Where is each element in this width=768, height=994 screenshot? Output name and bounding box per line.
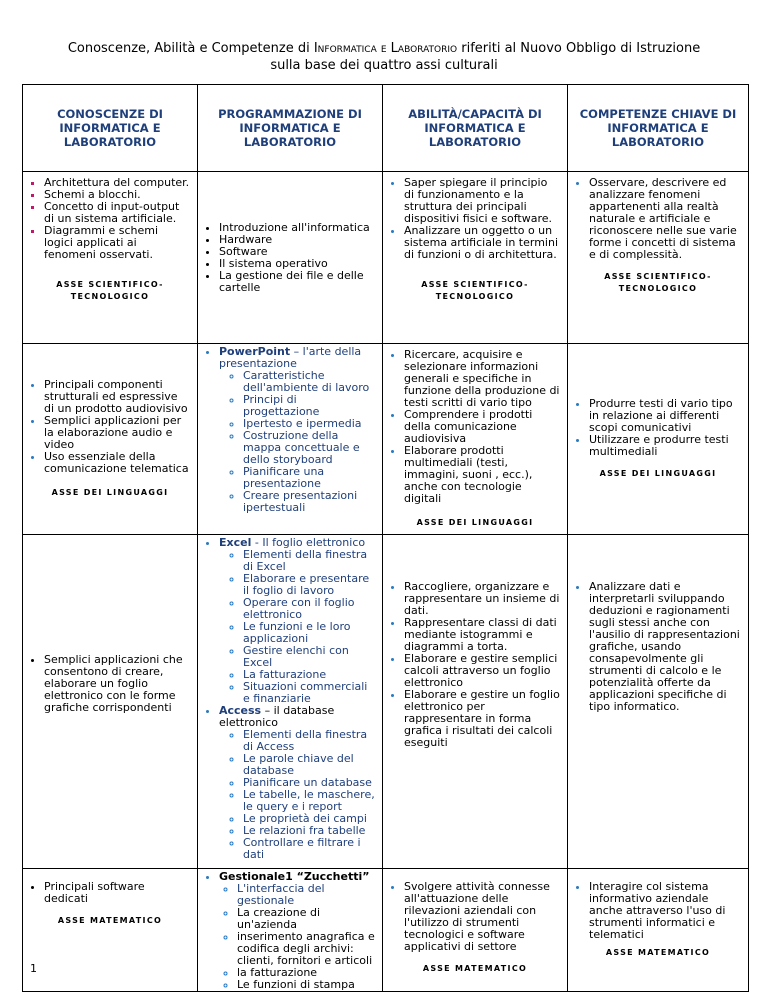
list-item: ◦ Pianificare una presentazione: [243, 466, 375, 490]
table-cell: [198, 869, 383, 992]
list-item: ◦ Principi di progettazione: [243, 394, 375, 418]
table-cell: [383, 344, 568, 535]
title-subject: Informatica e Laboratorio: [313, 41, 458, 56]
list-item: • Uso essenziale della comunicazione telematica: [44, 451, 190, 475]
list-item: • Analizzare un oggetto o un sistema artificiale in termini di funzioni o di architettura.: [404, 225, 560, 261]
list-item: ▪ Schemi a blocchi.: [44, 189, 190, 201]
list-item: • La gestione dei file e delle cartelle: [219, 270, 375, 294]
list-item: • Rappresentare classi di dati mediante istogrammi e diagrammi a torta.: [404, 617, 560, 653]
header-cell-abilita: ABILITÀ/CAPACITÀ DI INFORMATICA E LABORATORIO: [383, 85, 568, 172]
list-item: ◦ La creazione di un'azienda: [237, 907, 375, 931]
header-cell-programmazione: PROGRAMMAZIONE DI INFORMATICA E LABORATORIO: [198, 85, 383, 172]
list-item: ◦ Costruzione della mappa concettuale e dello storyboard: [243, 430, 375, 466]
title-line-2: sulla base dei quattro assi culturali: [270, 58, 498, 73]
list-item: ◦ Gestire elenchi con Excel: [243, 645, 375, 669]
document-title: [0, 40, 768, 74]
title-part-2: riferiti al Nuovo Obbligo di Istruzione: [457, 41, 701, 56]
excel-heading: Excel: [219, 536, 252, 549]
list-item: ◦ Elaborare e presentare il foglio di lavoro: [243, 573, 375, 597]
list-item: ◦ Pianificare un database: [243, 777, 375, 789]
list-item: • Semplici applicazioni per la elaborazione audio e video: [44, 415, 190, 451]
powerpoint-heading: PowerPoint: [219, 345, 291, 358]
list-item: ◦ L'interfaccia del gestionale: [237, 883, 375, 907]
list-item: [219, 537, 375, 705]
list-item: • Comprendere i prodotti della comunicazione audiovisiva: [404, 409, 560, 445]
header-row: [23, 85, 749, 172]
access-heading: Access: [219, 704, 262, 717]
table-cell: [383, 869, 568, 992]
list-item: ◦ Le proprietà dei campi: [243, 813, 375, 825]
axis-label: ASSE MATEMATICO: [57, 916, 163, 925]
list-item: • Principali componenti strutturali ed espressive di un prodotto audiovisivo: [44, 379, 190, 415]
table-cell: [568, 344, 749, 535]
list-item: ◦ Le relazioni fra tabelle: [243, 825, 375, 837]
table-cell: [23, 535, 198, 869]
access-subtitle: – il database elettronico: [219, 704, 335, 729]
list-item: • Interagire col sistema informativo aziendale anche attraverso l'uso di strumenti informatici e telematici: [589, 881, 741, 941]
list-item: [219, 871, 375, 991]
list-item: • Elaborare e gestire semplici calcoli attraverso un foglio elettronico: [404, 653, 560, 689]
list-item: • Produrre testi di vario tipo in relazione ai differenti scopi comunicativi: [589, 398, 741, 434]
table-cell: [198, 535, 383, 869]
list-item: ◦ Le tabelle, le maschere, le query e i report: [243, 789, 375, 813]
table-cell: [383, 535, 568, 869]
curriculum-table: [22, 84, 749, 992]
list-item: ◦ Elementi della finestra di Excel: [243, 549, 375, 573]
list-item: ◦ Controllare e filtrare i dati: [243, 837, 375, 861]
list-item: • Ricercare, acquisire e selezionare informazioni generali e specifiche in funzione della produzione di testi scritti di vario tipo: [404, 349, 560, 409]
list-item: ◦ Le funzioni e le loro applicazioni: [243, 621, 375, 645]
table-cell: [568, 172, 749, 344]
axis-label: ASSE SCIENTIFICO-TECNOLOGICO: [421, 280, 529, 301]
gestionale-heading: Gestionale1 “Zucchetti”: [219, 870, 370, 883]
axis-label: ASSE SCIENTIFICO-TECNOLOGICO: [604, 272, 712, 293]
list-item: • Elaborare prodotti multimediali (testi, immagini, suoni , ecc.), anche con tecnologie digitali: [404, 445, 560, 505]
title-part-1: Conoscenze, Abilità e Competenze di: [67, 41, 314, 56]
list-item: • Saper spiegare il principio di funzionamento e la struttura dei principali dispositivi fisici e software.: [404, 177, 560, 225]
list-item: [219, 705, 375, 861]
table-row: [23, 869, 749, 992]
list-item: ◦ Le parole chiave del database: [243, 753, 375, 777]
list-item: • Raccogliere, organizzare e rappresentare un insieme di dati.: [404, 581, 560, 617]
table-row: [23, 344, 749, 535]
list-item: ◦ Caratteristiche dell'ambiente di lavoro: [243, 370, 375, 394]
list-item: • Analizzare dati e interpretarli sviluppando deduzioni e ragionamenti sugli stessi anche con l'ausilio di rappresentazioni grafiche, usando consapevolmente gli strumenti di calcolo e le potenzialità offerte da applicazioni specifiche di tipo informatico.: [589, 581, 741, 713]
excel-subtitle: - Il foglio elettronico: [251, 536, 366, 549]
table-cell: [383, 172, 568, 344]
list-item: ◦ Ipertesto e ipermedia: [243, 418, 375, 430]
list-item: • Osservare, descrivere ed analizzare fenomeni appartenenti alla realtà naturale e artificiale e riconoscere nelle sue varie forme i concetti di sistema e di complessità.: [589, 177, 741, 261]
table-cell: [23, 172, 198, 344]
list-item: ◦ La fatturazione: [243, 669, 375, 681]
page-number: 1: [30, 962, 37, 975]
list-item: • Il sistema operativo: [219, 258, 375, 270]
list-item: • Principali software dedicati: [44, 881, 190, 905]
list-item: ◦ la fatturazione: [237, 967, 375, 979]
list-item: • Semplici applicazioni che consentono di creare, elaborare un foglio elettronico con le forme grafiche corrispondenti: [44, 654, 190, 714]
header-cell-conoscenze: CONOSCENZE DI INFORMATICA E LABORATORIO: [23, 85, 198, 172]
list-item: ▪ Concetto di input-output di un sistema artificiale.: [44, 201, 190, 225]
axis-label: ASSE DEI LINGUAGGI: [51, 488, 169, 497]
list-item: ◦ Operare con il foglio elettronico: [243, 597, 375, 621]
list-item: [219, 346, 375, 514]
table-cell: [568, 869, 749, 992]
list-item: ◦ Situazioni commerciali e finanziarie: [243, 681, 375, 705]
table-row: [23, 535, 749, 869]
table-cell: [23, 869, 198, 992]
list-item: • Hardware: [219, 234, 375, 246]
list-item: ▪ Architettura del computer.: [44, 177, 190, 189]
table-row: [23, 172, 749, 344]
table-cell: [198, 344, 383, 535]
table-cell: [198, 172, 383, 344]
axis-label: ASSE DEI LINGUAGGI: [599, 469, 717, 478]
list-item: • Elaborare e gestire un foglio elettronico per rappresentare in forma grafica i risultati dei calcoli eseguiti: [404, 689, 560, 749]
list-item: • Svolgere attività connesse all'attuazione delle rilevazioni aziendali con l'utilizzo di strumenti tecnologici e software applicativi di settore: [404, 881, 560, 953]
table-cell: [23, 344, 198, 535]
axis-label: ASSE DEI LINGUAGGI: [416, 518, 534, 527]
list-item: • Software: [219, 246, 375, 258]
list-item: ◦ inserimento anagrafica e codifica degli archivi: clienti, fornitori e articoli: [237, 931, 375, 967]
axis-label: ASSE MATEMATICO: [605, 948, 711, 957]
list-item: ◦ Elementi della finestra di Access: [243, 729, 375, 753]
table-cell: [568, 535, 749, 869]
list-item: ◦ Creare presentazioni ipertestuali: [243, 490, 375, 514]
header-cell-competenze: COMPETENZE CHIAVE DI INFORMATICA E LABORATORIO: [568, 85, 749, 172]
axis-label: ASSE SCIENTIFICO-TECNOLOGICO: [56, 280, 164, 301]
list-item: • Utilizzare e produrre testi multimediali: [589, 434, 741, 458]
list-item: ◦ Le funzioni di stampa: [237, 979, 375, 991]
list-item: • Introduzione all'informatica: [219, 222, 375, 234]
powerpoint-subtitle: – l'arte della presentazione: [219, 345, 362, 370]
axis-label: ASSE MATEMATICO: [422, 964, 528, 973]
list-item: ▪ Diagrammi e schemi logici applicati ai fenomeni osservati.: [44, 225, 190, 261]
